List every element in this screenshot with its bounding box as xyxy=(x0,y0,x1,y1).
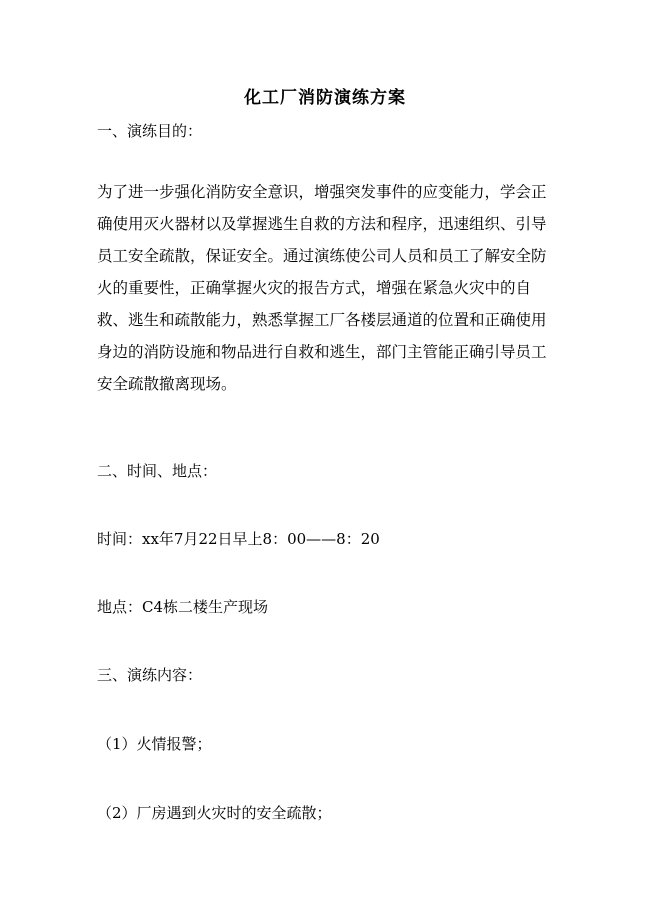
paragraph-line: 身边的消防设施和物品进行自救和逃生，部门主管能正确引导员工 xyxy=(97,343,547,361)
content-item: （2）厂房遇到火灾时的安全疏散； xyxy=(97,804,332,822)
section-heading-time-place: 二、时间、地点： xyxy=(97,462,218,480)
paragraph-line: 为了进一步强化消防安全意识，增强突发事件的应变能力，学会正 xyxy=(97,183,547,201)
paragraph-line: 确使用灭火器材以及掌握逃生自救的方法和程序，迅速组织、引导 xyxy=(97,215,547,233)
paragraph-line: 火的重要性，正确掌握火灾的报告方式，增强在紧急火灾中的自 xyxy=(97,279,532,297)
section-heading-content: 三、演练内容： xyxy=(97,666,203,684)
purpose-paragraph xyxy=(97,176,557,400)
paragraph-line: 救、逃生和疏散能力，熟悉掌握工厂各楼层通道的位置和正确使用 xyxy=(97,311,547,329)
time-line: 时间：xx年7月22日早上8：00——8：20 xyxy=(97,530,380,548)
paragraph-line: 员工安全疏散，保证安全。通过演练使公司人员和员工了解安全防 xyxy=(97,247,547,265)
paragraph-line: 安全疏散撤离现场。 xyxy=(97,375,237,393)
content-item: （1）火情报警； xyxy=(97,735,212,753)
section-heading-purpose: 一、演练目的： xyxy=(97,122,203,140)
place-line: 地点：C4栋二楼生产现场 xyxy=(97,598,269,616)
document-title: 化工厂消防演练方案 xyxy=(244,88,406,108)
